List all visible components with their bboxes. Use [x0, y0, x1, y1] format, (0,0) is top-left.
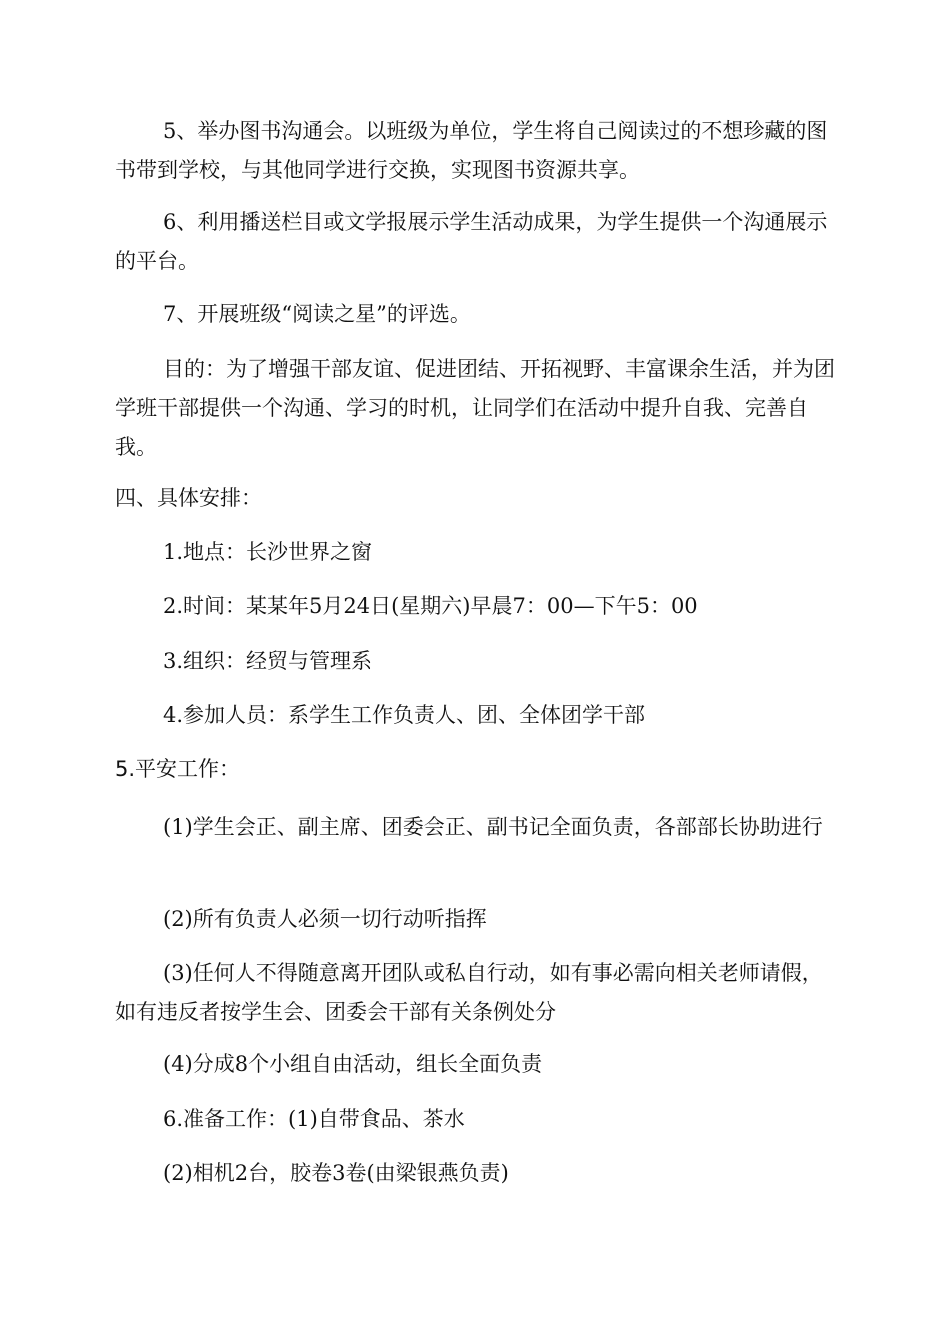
item-safety-heading: 5.平安工作：: [115, 757, 241, 781]
item-preparation: 6.准备工作：(1)自带食品、茶水: [163, 1107, 465, 1131]
item-organizer: 3.组织：经贸与管理系: [163, 649, 373, 673]
preparation-item-2: (2)相机2台，胶卷3卷(由梁银燕负责): [163, 1161, 509, 1185]
section-heading-arrangement: 四、具体安排：: [115, 486, 262, 510]
safety-item-1: (1)学生会正、副主席、团委会正、副书记全面负责，各部部长协助进行: [163, 815, 823, 839]
item-location: 1.地点：长沙世界之窗: [163, 540, 373, 564]
paragraph-broadcast-display: 6、利用播送栏目或文学报展示学生活动成果，为学生提供一个沟通展示的平台。: [115, 210, 828, 273]
paragraph-purpose: 目的：为了增强干部友谊、促进团结、开拓视野、丰富课余生活，并为团学班干部提供一个沟通、学习的时机，让同学们在活动中提升自我、完善自我。: [115, 357, 835, 459]
safety-item-2: (2)所有负责人必须一切行动听指挥: [163, 907, 487, 931]
item-participants: 4.参加人员：系学生工作负责人、团、全体团学干部: [163, 703, 646, 727]
paragraph-book-exchange: 5、举办图书沟通会。以班级为单位，学生将自己阅读过的不想珍藏的图书带到学校，与其他同学进行交换，实现图书资源共享。: [115, 119, 828, 182]
safety-item-3: (3)任何人不得随意离开团队或私自行动，如有事必需向相关老师请假，如有违反者按学生会、团委会干部有关条例处分: [115, 961, 823, 1024]
item-time: 2.时间：某某年5月24日(星期六)早晨7：00—下午5：00: [163, 594, 698, 618]
paragraph-reading-star: 7、开展班级“阅读之星”的评选。: [163, 302, 471, 326]
safety-item-4: (4)分成8个小组自由活动，组长全面负责: [163, 1052, 543, 1076]
